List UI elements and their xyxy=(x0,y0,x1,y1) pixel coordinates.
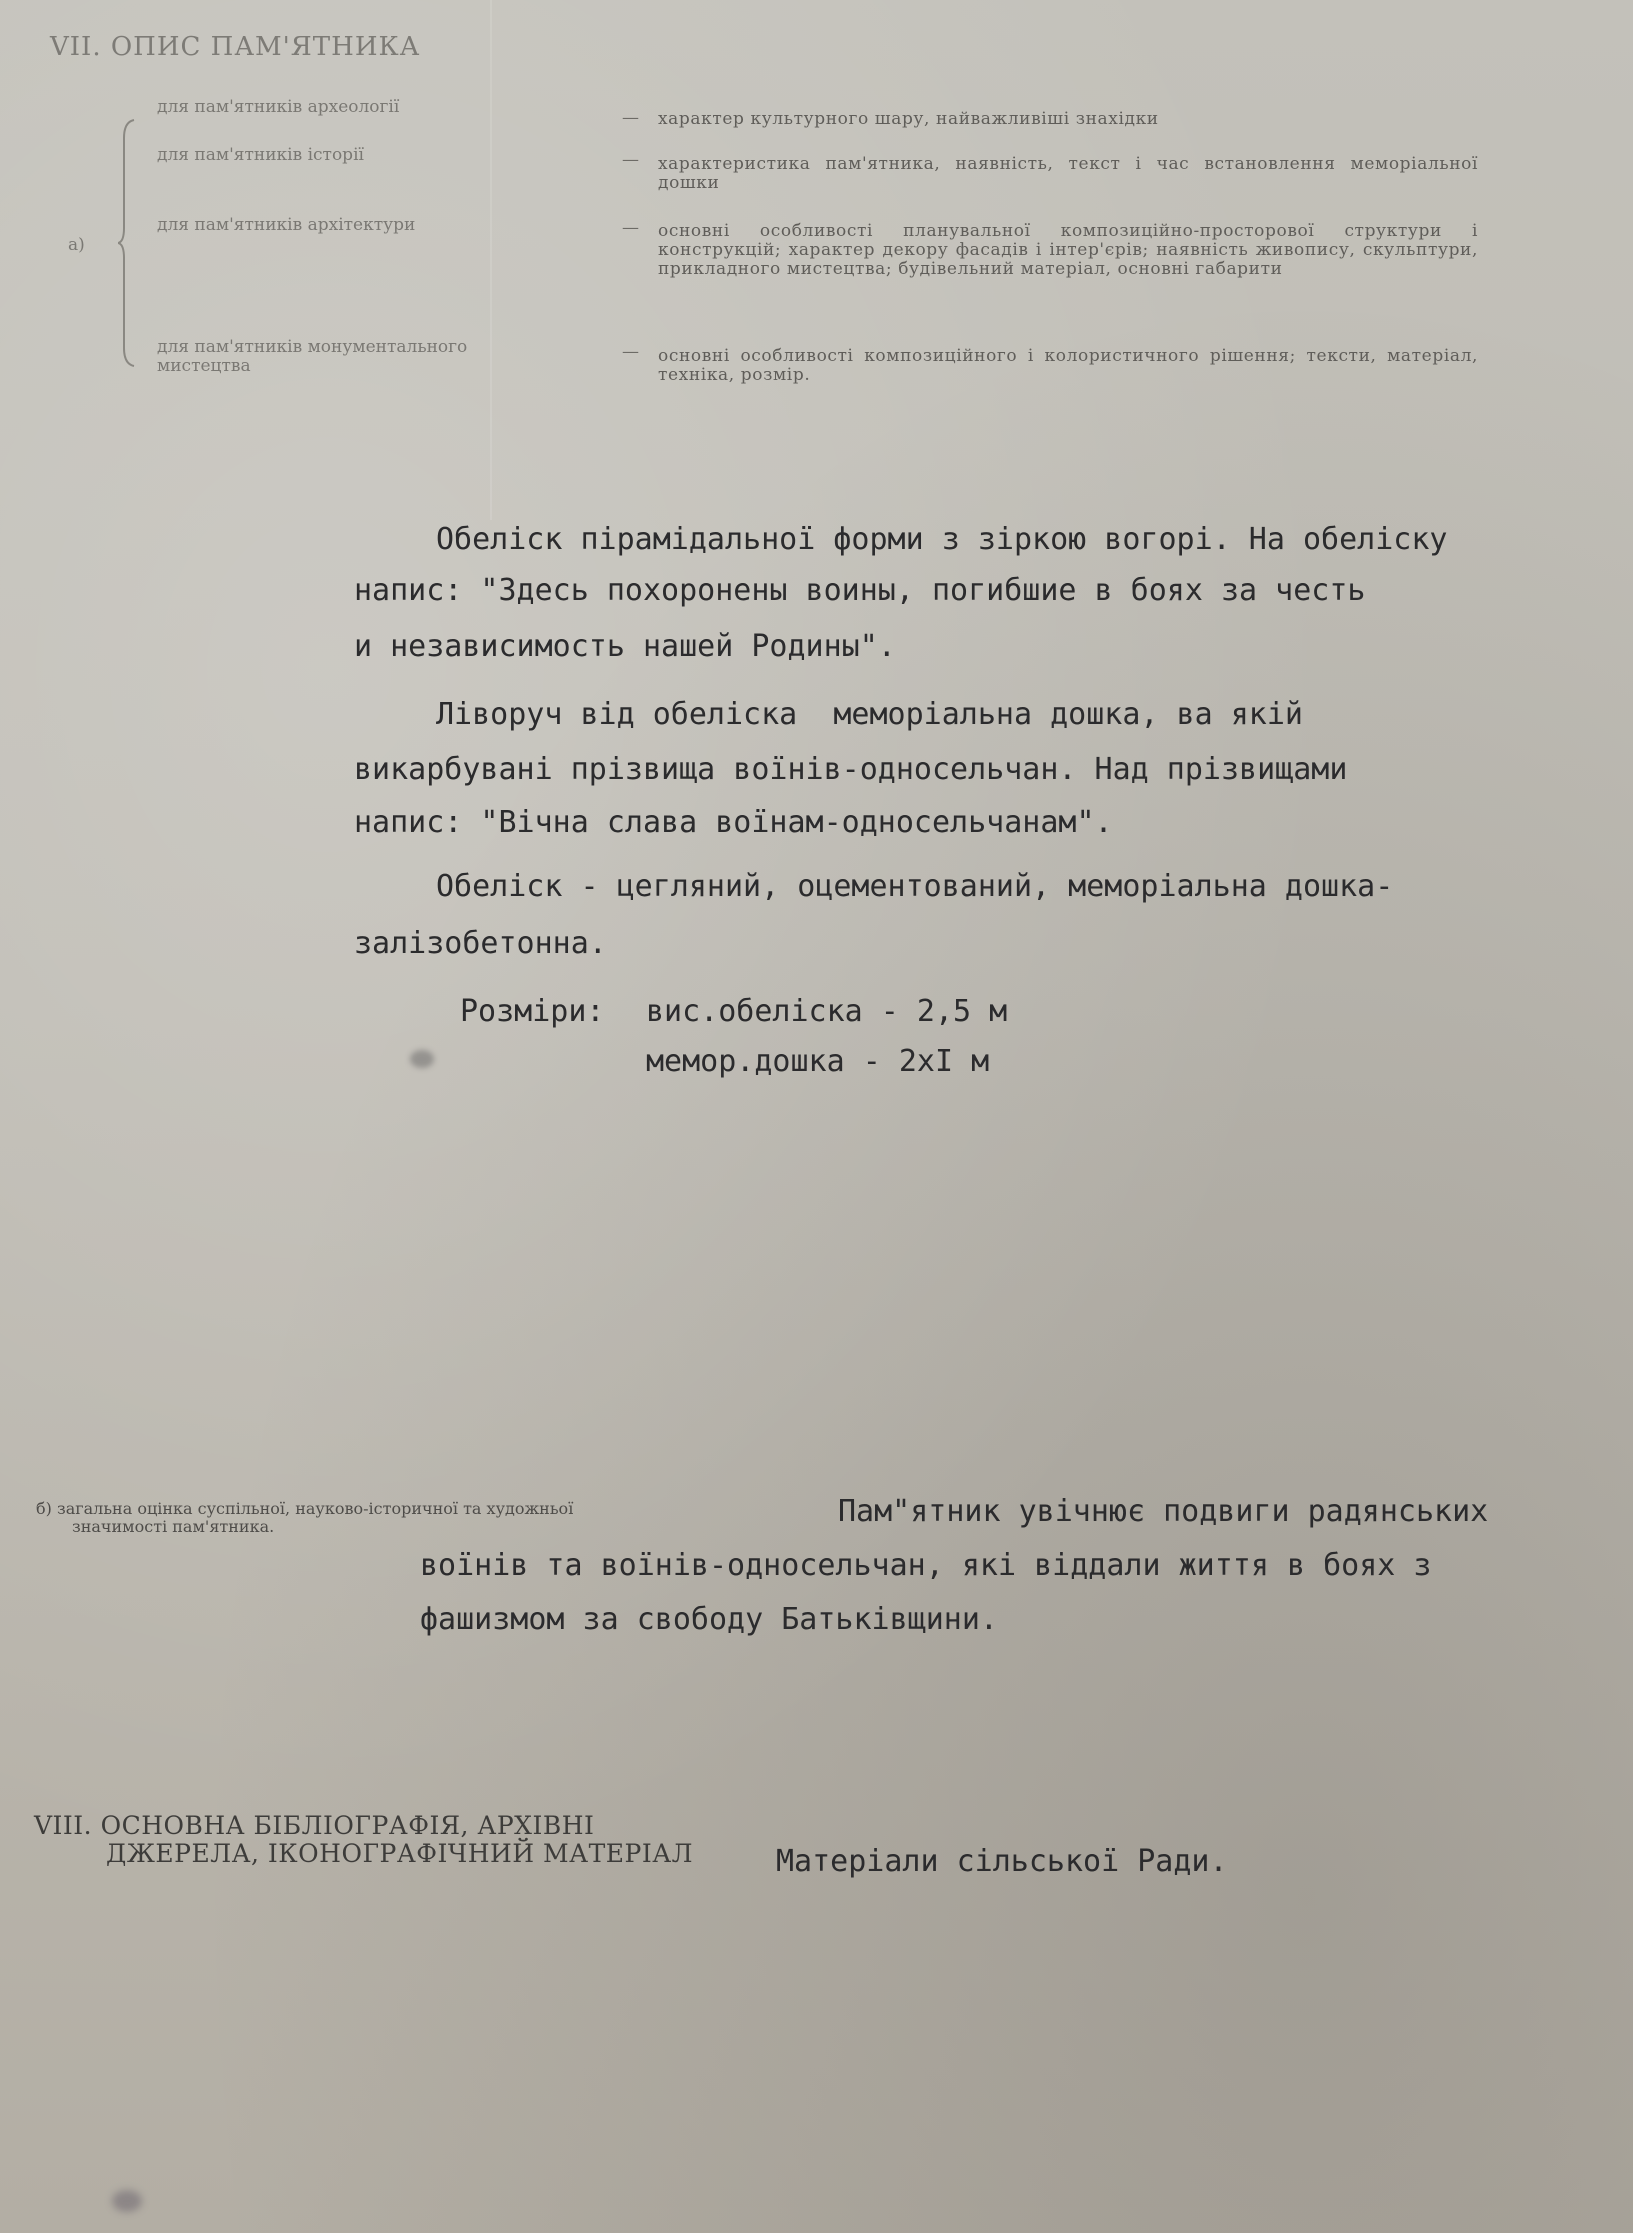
description-line: напис: "Здесь похоронены воины, погибшие в боях за честь xyxy=(354,573,1366,608)
category-label: для пам'ятників архітектури xyxy=(157,215,416,235)
ink-smudge xyxy=(112,2190,142,2212)
size-value: мемор.дошка - 2хІ м xyxy=(646,1044,990,1079)
category-desc: характеристика пам'ятника, наявність, текст і час встановлення меморіальної дошки xyxy=(658,154,1478,193)
assessment-line: фашизмом за свободу Батьківщини. xyxy=(420,1602,998,1637)
size-value: вис.обеліска - 2,5 м xyxy=(646,994,1008,1029)
dash-mark: — xyxy=(622,218,639,238)
category-label: для пам'ятників монументального мистецтва xyxy=(157,337,468,376)
item-b-label: значимості пам'ятника. xyxy=(72,1517,275,1536)
dash-mark: — xyxy=(622,108,639,128)
category-desc: характер культурного шару, найважливіші знахідки xyxy=(658,109,1159,129)
category-label: для пам'ятників історії xyxy=(157,145,364,165)
description-line: Обеліск - цегляний, оцементований, меморіальна дошка- xyxy=(436,869,1394,904)
description-line: и независимость нашей Родины". xyxy=(354,629,896,664)
category-desc: основні особливості композиційного і колористичного рішення; тексти, матеріал, техніка, розмір. xyxy=(658,346,1478,385)
item-b-label: б) загальна оцінка суспільної, науково-історичної та художньої xyxy=(36,1499,574,1518)
description-line: викарбувані прізвища воїнів-односельчан. Над прізвищами xyxy=(354,752,1348,787)
section8-title: VIII. ОСНОВНА БІБЛІОГРАФІЯ, АРХІВНІ xyxy=(34,1811,595,1840)
ink-smudge xyxy=(410,1050,434,1068)
description-line: Ліворуч від обеліска меморіальна дошка, ва якій xyxy=(436,697,1303,732)
bibliography-value: Матеріали сільської Ради. xyxy=(776,1844,1228,1879)
paper-fold xyxy=(490,0,492,520)
section7-title: VII. ОПИС ПАМ'ЯТНИКА xyxy=(50,32,421,62)
assessment-line: воїнів та воїнів-односельчан, які віддали життя в боях з xyxy=(420,1548,1432,1583)
category-desc: основні особливості планувальної композиційно-просторової структури і конструкцій; характер декору фасадів і інтер'єрів; наявність живопису, скульптури, прикладного мистецтва; будівельний матеріал, основні габарити xyxy=(658,221,1478,279)
dash-mark: — xyxy=(622,342,639,362)
category-label: для пам'ятників археології xyxy=(157,97,400,117)
description-line: Обеліск пірамідальної форми з зіркою вогорі. На обеліску xyxy=(436,522,1448,557)
dash-mark: — xyxy=(622,150,639,170)
description-line: напис: "Вічна слава воїнам-односельчанам". xyxy=(354,805,1113,840)
section8-title: ДЖЕРЕЛА, ІКОНОГРАФІЧНИЙ МАТЕРІАЛ xyxy=(106,1839,693,1868)
description-line: залізобетонна. xyxy=(354,926,607,961)
item-a-marker: а) xyxy=(68,235,85,255)
sizes-label: Розміри: xyxy=(460,994,605,1029)
assessment-line: Пам"ятник увічнює подвиги радянських xyxy=(838,1494,1489,1529)
brace-glyph xyxy=(118,118,138,368)
